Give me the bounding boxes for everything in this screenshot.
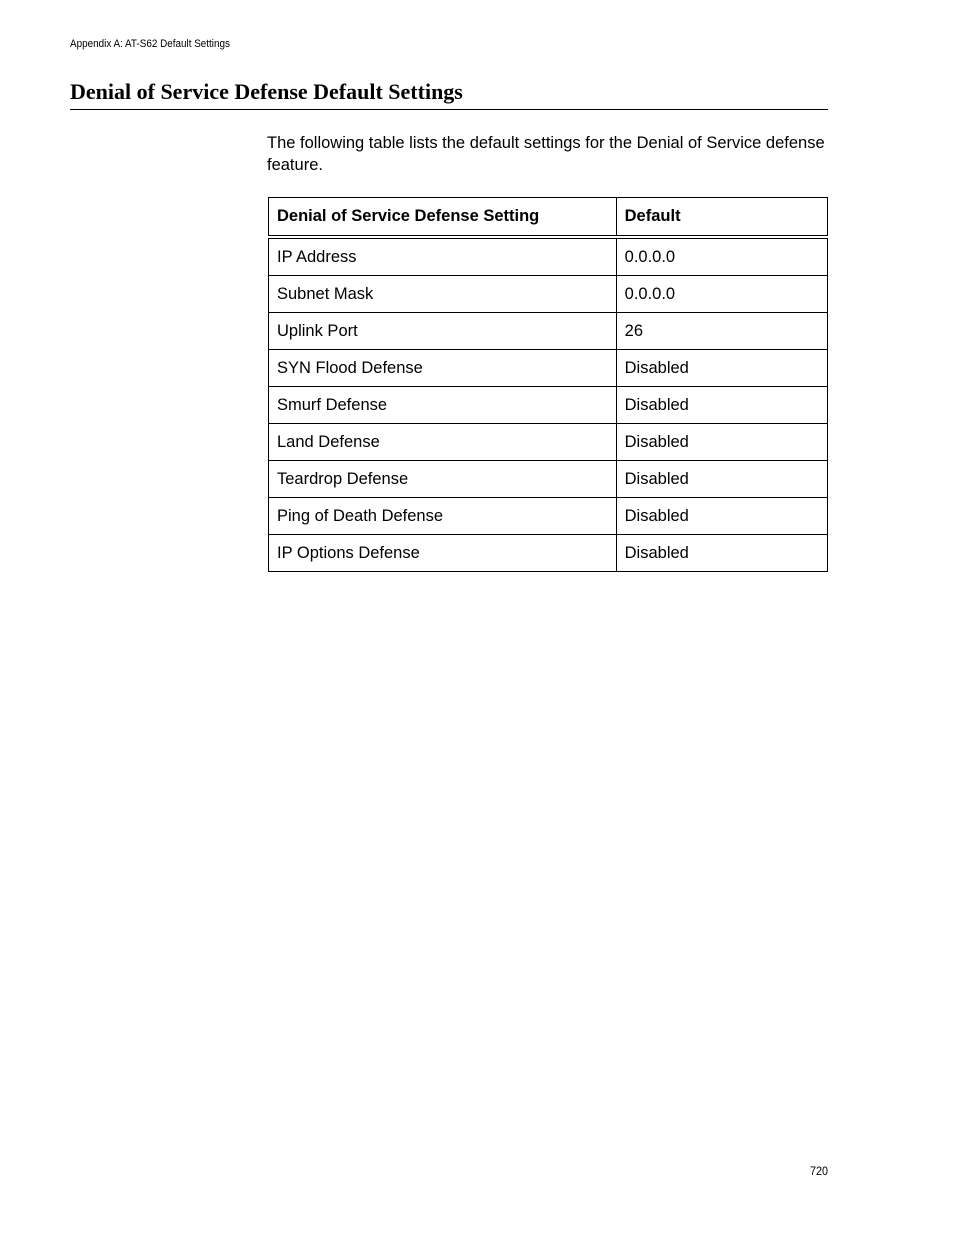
- default-value-cell: 0.0.0.0: [616, 237, 827, 276]
- default-value-cell: Disabled: [616, 498, 827, 535]
- table-row: [269, 313, 828, 350]
- setting-name-cell: Smurf Defense: [269, 387, 617, 424]
- setting-name-cell: IP Options Defense: [269, 535, 617, 572]
- setting-name-cell: Teardrop Defense: [269, 461, 617, 498]
- setting-name-cell: Ping of Death Defense: [269, 498, 617, 535]
- intro-paragraph: The following table lists the default settings for the Denial of Service defense feature.: [267, 134, 825, 174]
- table-row: [269, 237, 828, 276]
- default-value-cell: Disabled: [616, 461, 827, 498]
- table-row: [269, 535, 828, 572]
- page-number: 720: [809, 1164, 828, 1178]
- setting-name-cell: Subnet Mask: [269, 276, 617, 313]
- table-row: [269, 498, 828, 535]
- running-header: Appendix A: AT-S62 Default Settings: [70, 38, 230, 50]
- table-row: [269, 424, 828, 461]
- table-row: [269, 461, 828, 498]
- setting-name-cell: SYN Flood Defense: [269, 350, 617, 387]
- table-row: [269, 276, 828, 313]
- default-value-cell: Disabled: [616, 387, 827, 424]
- default-value-cell: 0.0.0.0: [616, 276, 827, 313]
- dos-defaults-table: [268, 197, 828, 572]
- setting-name-cell: Land Defense: [269, 424, 617, 461]
- table-row: [269, 387, 828, 424]
- section-title: Denial of Service Defense Default Settings: [70, 78, 828, 110]
- table-row: [269, 350, 828, 387]
- default-value-cell: Disabled: [616, 350, 827, 387]
- default-value-cell: 26: [616, 313, 827, 350]
- setting-name-cell: IP Address: [269, 237, 617, 276]
- setting-name-cell: Uplink Port: [269, 313, 617, 350]
- default-value-cell: Disabled: [616, 535, 827, 572]
- column-header-setting: Denial of Service Defense Setting: [269, 198, 617, 238]
- column-header-default: Default: [616, 198, 827, 238]
- default-value-cell: Disabled: [616, 424, 827, 461]
- table-header-row: [269, 198, 828, 238]
